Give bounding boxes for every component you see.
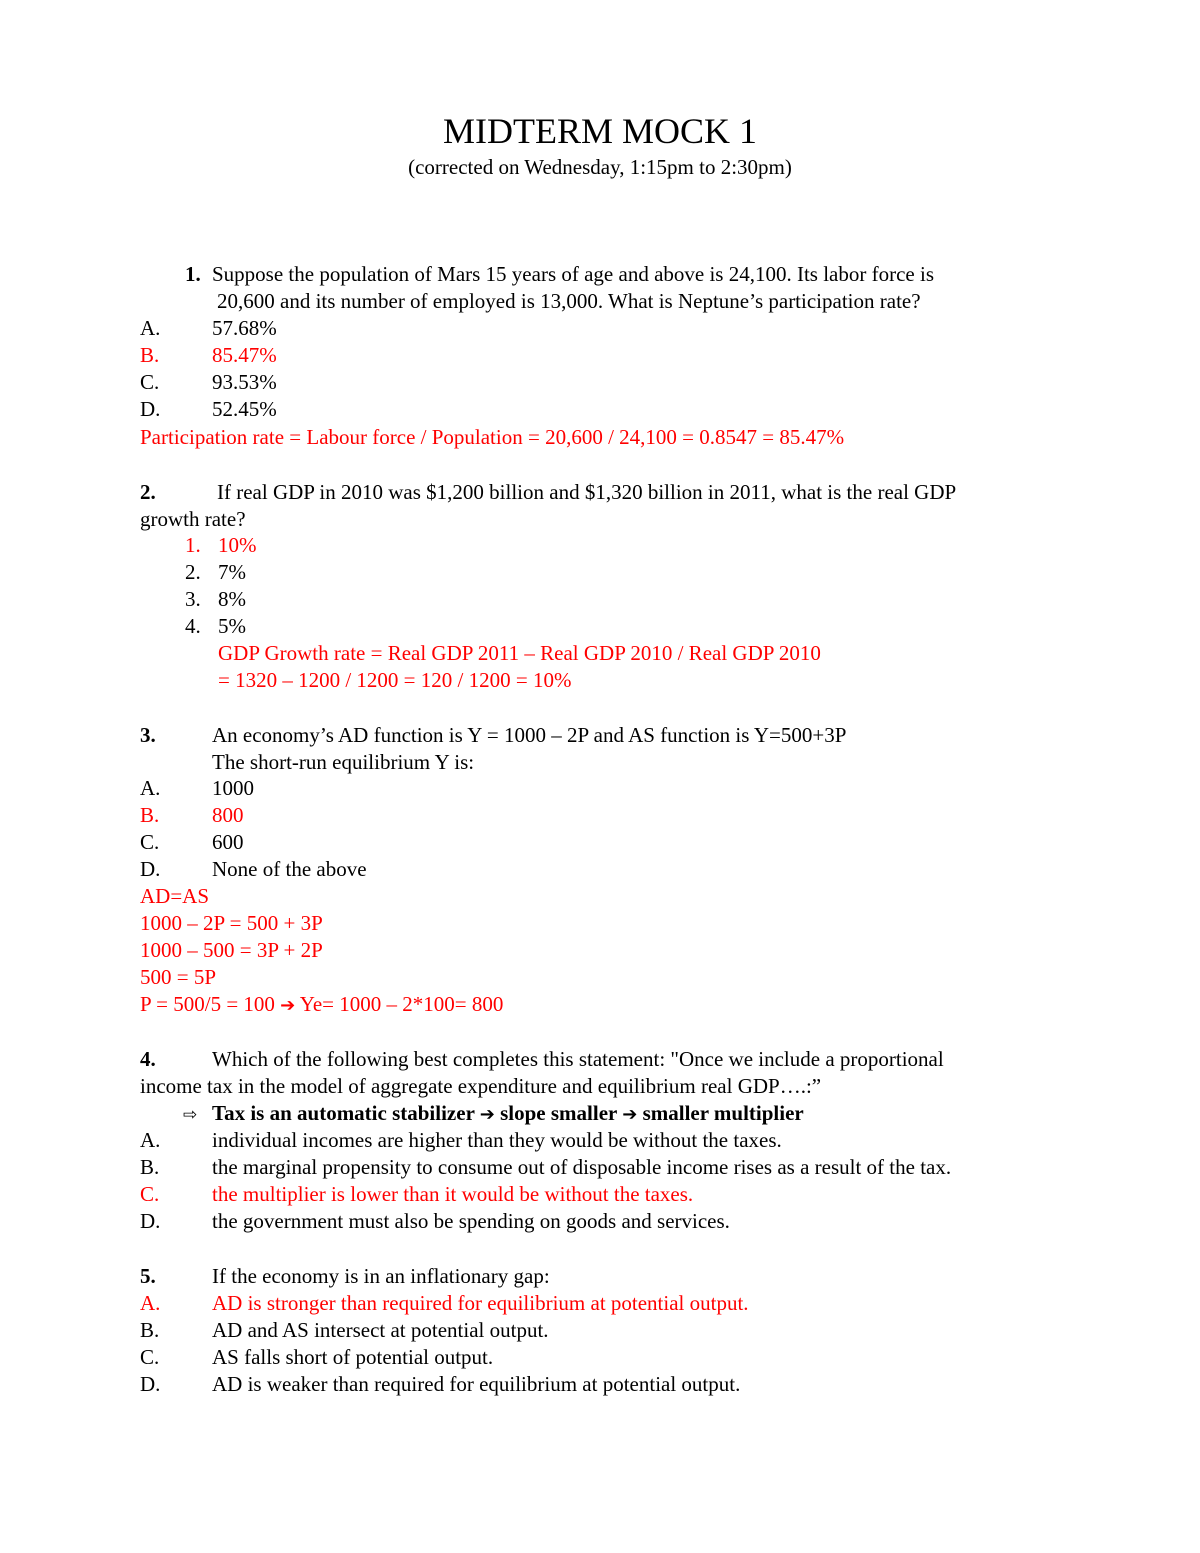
q3-solution-line5: [140, 991, 503, 1019]
q2-solution-line1: GDP Growth rate = Real GDP 2011 – Real GDP 2010 / Real GDP 2010: [218, 641, 821, 665]
q1-solution: Participation rate = Labour force / Population = 20,600 / 24,100 = 0.8547 = 85.47%: [140, 425, 845, 449]
q1-option-a-letter: A.: [140, 316, 161, 340]
right-arrow-icon: ➔: [622, 1104, 638, 1125]
q3-option-a-text: 1000: [212, 776, 254, 800]
q3-option-b-text: 800: [212, 803, 244, 827]
q2-option-1-number: 1.: [185, 533, 201, 557]
q4-option-c-text: the multiplier is lower than it would be without the taxes.: [212, 1182, 694, 1206]
q3-option-b-letter: B.: [140, 803, 160, 827]
q3-solution-line2: 1000 – 2P = 500 + 3P: [140, 911, 323, 935]
q4-option-a-letter: A.: [140, 1128, 161, 1152]
q2-option-2-text: 7%: [218, 560, 246, 584]
q4-hint-part1: Tax is an automatic stabilizer: [212, 1101, 475, 1125]
page-title: MIDTERM MOCK 1: [442, 111, 757, 151]
q3-text-line1: An economy’s AD function is Y = 1000 – 2P and AS function is Y=500+3P: [212, 723, 847, 747]
q3-solution-price: P = 500/5 = 100: [140, 992, 275, 1016]
q3-option-c-text: 600: [212, 830, 244, 854]
q5-option-b-text: AD and AS intersect at potential output.: [212, 1318, 549, 1342]
q3-solution-line4: 500 = 5P: [140, 965, 217, 989]
q4-option-c-letter: C.: [140, 1182, 160, 1206]
q3-text-line2: The short-run equilibrium Y is:: [212, 750, 475, 774]
right-arrow-icon: ➔: [479, 1104, 495, 1125]
q2-option-2-number: 2.: [185, 560, 201, 584]
q4-text-line2: income tax in the model of aggregate expenditure and equilibrium real GDP….:”: [140, 1074, 822, 1098]
q3-option-c-letter: C.: [140, 830, 160, 854]
q4-hint-part3: smaller multiplier: [642, 1101, 804, 1125]
q3-solution-line1: AD=AS: [140, 884, 210, 908]
q1-option-c-text: 93.53%: [212, 370, 277, 394]
q1-option-b-letter: B.: [140, 343, 160, 367]
hollow-right-arrow-icon: ⇨: [183, 1105, 198, 1125]
q5-option-c-letter: C.: [140, 1345, 160, 1369]
q3-option-a-letter: A.: [140, 776, 161, 800]
q1-text-line1: Suppose the population of Mars 15 years of age and above is 24,100. Its labor force is: [212, 262, 934, 286]
q1-option-b-text: 85.47%: [212, 343, 277, 367]
q1-number: 1.: [185, 262, 201, 286]
q4-hint: [212, 1100, 804, 1128]
q1-option-c-letter: C.: [140, 370, 160, 394]
q4-number: 4.: [140, 1047, 156, 1071]
q4-option-d-letter: D.: [140, 1209, 161, 1233]
q5-option-d-letter: D.: [140, 1372, 161, 1396]
q2-option-4-number: 4.: [185, 614, 201, 638]
q4-hint-part2: slope smaller: [500, 1101, 617, 1125]
q5-number: 5.: [140, 1264, 156, 1288]
q5-option-a-text: AD is stronger than required for equilibrium at potential output.: [212, 1291, 749, 1315]
q4-text-line1: Which of the following best completes this statement: "Once we include a proportional: [212, 1047, 944, 1071]
q1-option-d-text: 52.45%: [212, 397, 277, 421]
q4-option-b-letter: B.: [140, 1155, 160, 1179]
q5-option-c-text: AS falls short of potential output.: [212, 1345, 494, 1369]
q1-option-d-letter: D.: [140, 397, 161, 421]
q2-text-line1: If real GDP in 2010 was $1,200 billion and $1,320 billion in 2011, what is the real GDP: [217, 480, 957, 504]
q2-option-3-text: 8%: [218, 587, 246, 611]
q2-number: 2.: [140, 480, 156, 504]
q3-option-d-letter: D.: [140, 857, 161, 881]
q5-option-a-letter: A.: [140, 1291, 161, 1315]
q4-option-d-text: the government must also be spending on goods and services.: [212, 1209, 730, 1233]
q1-text-line2: 20,600 and its number of employed is 13,000. What is Neptune’s participation rate?: [217, 289, 921, 313]
q5-text-line1: If the economy is in an inflationary gap:: [212, 1264, 550, 1288]
q2-option-4-text: 5%: [218, 614, 246, 638]
q3-solution-output: Ye= 1000 – 2*100= 800: [299, 992, 504, 1016]
q2-solution-line2: = 1320 – 1200 / 1200 = 120 / 1200 = 10%: [218, 668, 572, 692]
q2-option-3-number: 3.: [185, 587, 201, 611]
q4-hint-marker: [183, 1100, 197, 1129]
q1-option-a-text: 57.68%: [212, 316, 277, 340]
q5-option-d-text: AD is weaker than required for equilibrium at potential output.: [212, 1372, 741, 1396]
q2-text-line2: growth rate?: [140, 507, 246, 531]
page-subtitle: (corrected on Wednesday, 1:15pm to 2:30pm): [408, 155, 792, 179]
q3-number: 3.: [140, 723, 156, 747]
q3-solution-line3: 1000 – 500 = 3P + 2P: [140, 938, 323, 962]
right-arrow-icon: ➔: [280, 995, 296, 1016]
q4-option-b-text: the marginal propensity to consume out of disposable income rises as a result of the tax.: [212, 1155, 952, 1179]
q3-option-d-text: None of the above: [212, 857, 367, 881]
q4-option-a-text: individual incomes are higher than they would be without the taxes.: [212, 1128, 782, 1152]
q5-option-b-letter: B.: [140, 1318, 160, 1342]
q2-option-1-text: 10%: [218, 533, 257, 557]
